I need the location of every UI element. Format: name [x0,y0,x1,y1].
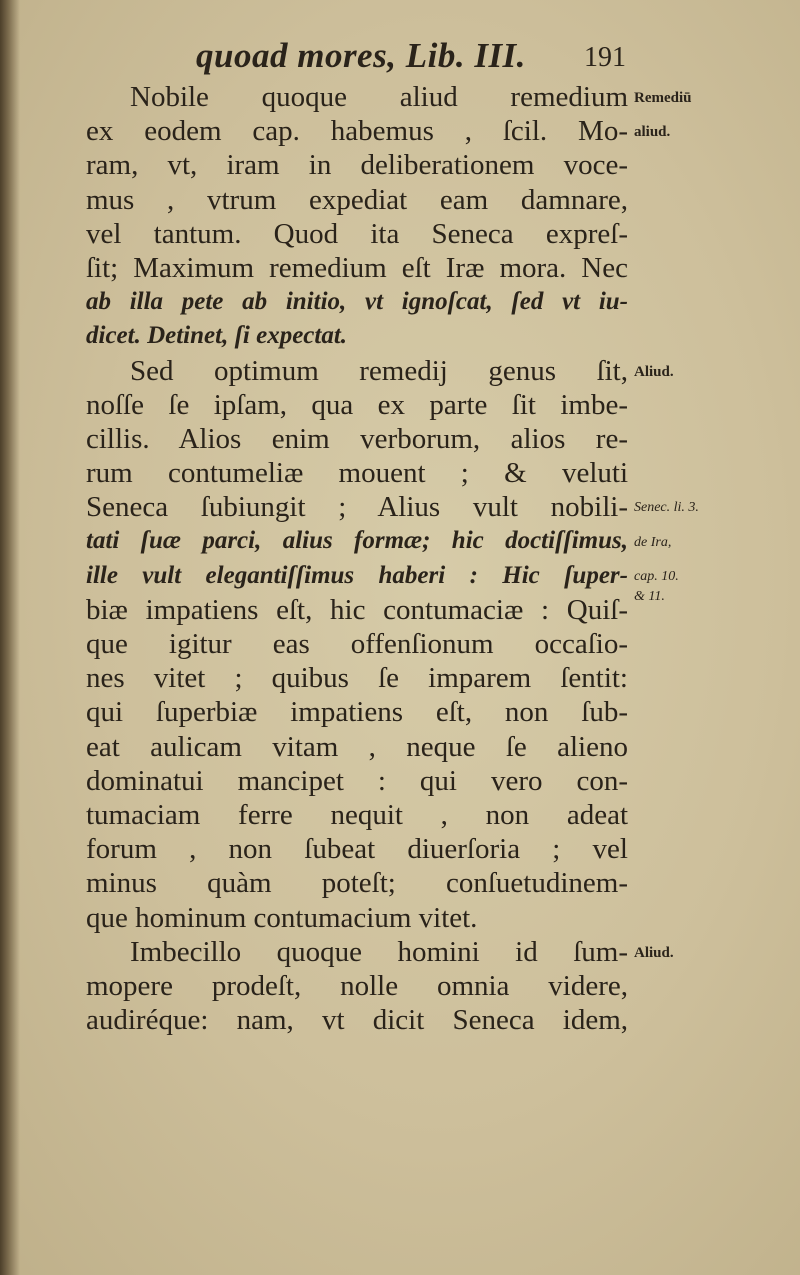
text-line: mopere prodeſt, nolle omnia videre, [86,969,628,1002]
text-line: audiréque: nam, vt dicit Seneca idem, [86,1004,628,1037]
text-line: tati ſuæ parci, alius formæ; hic doctiſſimus, [86,527,628,555]
text-line: qui ſuperbiæ impatiens eſt, non ſub- [86,696,628,729]
text-line: Imbecillo quoque homini id ſum- [130,935,628,968]
text-line: vel tantum. Quod ita Seneca expreſ- [86,217,628,250]
margin-note: cap. 10. [634,568,679,584]
running-head: quoad mores, Lib. III. [196,36,526,75]
margin-note: aliud. [634,124,671,141]
margin-note: & 11. [634,589,665,605]
text-line: nes vitet ; quibus ſe imparem ſentit: [86,662,628,695]
margin-note: de Ira, [634,534,672,550]
text-line: forum , non ſubeat diuerſoria ; vel [86,833,628,866]
text-line: eat aulicam vitam , neque ſe alieno [86,730,628,763]
text-line: cillis. Alios enim verborum, alios re- [86,422,628,455]
text-line: Seneca ſubiungit ; Alius vult nobili- [86,491,628,524]
text-line: dicet. Detinet, ſi expectat. [86,322,348,350]
margin-note: Aliud. [634,363,674,380]
text-line: que igitur eas offenſionum occaſio- [86,628,628,660]
text-line: ram, vt, iram in deliberationem voce- [86,149,628,182]
margin-note: Senec. li. 3. [634,500,699,516]
text-line: ille vult elegantiſſimus haberi : Hic ſuper- [86,561,628,589]
margin-notes [630,0,800,1275]
text-line: que hominum contumacium vitet. [86,901,478,934]
text-line: biæ impatiens eſt, hic contumaciæ : Quiſ- [86,593,628,626]
binding-shadow [0,0,20,1275]
page-number: 191 [584,42,626,73]
text-line: ſit; Maximum remedium eſt Iræ mora. Nec [86,251,628,284]
text-line: mus , vtrum expediat eam damnare, [86,183,628,216]
text-line: rum contumeliæ mouent ; & veluti [86,457,628,490]
text-line: Nobile quoque aliud remedium [130,81,628,113]
margin-note: Aliud. [634,945,674,961]
text-line: Sed optimum remedij genus ſit, [130,354,628,387]
margin-note: Remediū [634,90,692,106]
body-text [86,80,628,1037]
text-line: dominatui mancipet : qui vero con- [86,764,628,797]
text-line: ex eodem cap. habemus , ſcil. Mo- [86,115,628,148]
text-line: noſſe ſe ipſam, qua ex parte ſit imbe- [86,388,628,421]
text-line: tumaciam ferre nequit , non adeat [86,798,628,831]
page-header [196,36,636,80]
text-line: ab illa pete ab initio, vt ignoſcat, ſed vt iu- [86,288,628,316]
text-line: minus quàm poteſt; conſuetudinem- [86,867,628,900]
